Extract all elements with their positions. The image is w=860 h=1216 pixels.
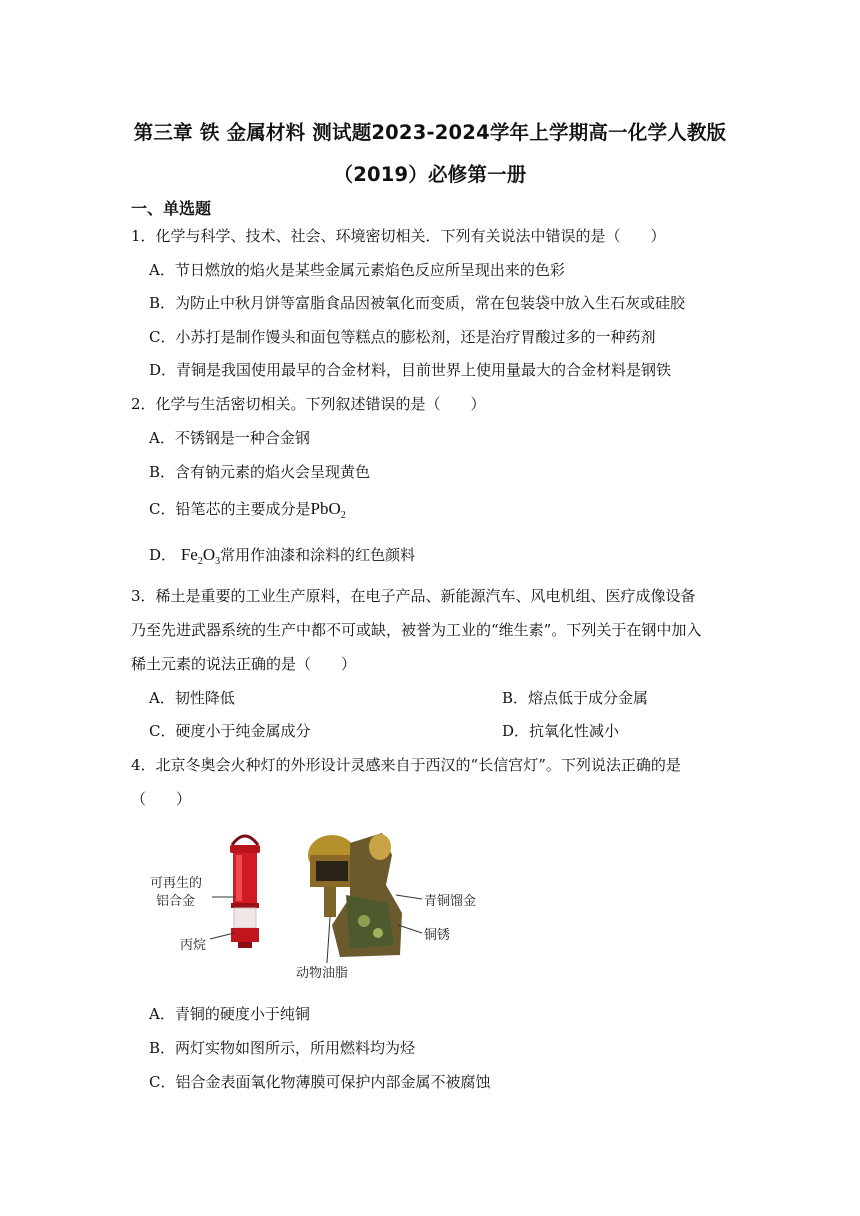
question-1-option-c: C．小苏打是制作馒头和面包等糕点的膨松剂，还是治疗胃酸过多的一种药剂 — [149, 328, 656, 346]
question-2-option-c — [149, 498, 346, 521]
question-2-option-c-text: C．铅笔芯的主要成分是 — [149, 500, 311, 518]
document-title-line1: 第三章 铁 金属材料 测试题2023-2024学年上学期高一化学人教版 — [133, 121, 727, 144]
question-4-option-c: C．铝合金表面氧化物薄膜可保护内部金属不被腐蚀 — [149, 1073, 491, 1091]
question-3-stem-line3: 稀土元素的说法正确的是（ ） — [131, 655, 357, 673]
formula-fe: Fe — [180, 545, 198, 564]
question-1-option-d: D．青铜是我国使用最早的合金材料，目前世界上使用量最大的合金材料是钢铁 — [149, 361, 672, 379]
question-2-option-b: B．含有钠元素的焰火会呈现黄色 — [149, 463, 371, 481]
label-recyclable: 可再生的 — [150, 876, 203, 891]
document-title-line2: （2019）必修第一册 — [333, 163, 527, 186]
formula-subscript: 3 — [215, 556, 221, 567]
question-1-stem: 1．化学与科学、技术、社会、环境密切相关．下列有关说法中错误的是（ ） — [131, 227, 666, 245]
question-4-option-a: A．青铜的硬度小于纯铜 — [149, 1005, 310, 1023]
formula-subscript: 2 — [197, 556, 203, 567]
label-aluminum-alloy: 铝合金 — [156, 894, 196, 909]
question-3-option-b: B．熔点低于成分金属 — [502, 689, 649, 707]
label-gilded-bronze: 青铜馏金 — [424, 894, 477, 909]
leader-line — [396, 895, 422, 899]
question-1-option-a: A．节日燃放的焰火是某些金属元素焰色反应所呈现出来的色彩 — [149, 261, 565, 279]
section-heading: 一、单选题 — [131, 199, 212, 218]
question-4-option-b: B．两灯实物如图所示，所用燃料均为烃 — [149, 1039, 416, 1057]
label-animal-fat: 动物油脂 — [296, 966, 349, 981]
formula-o: O — [202, 545, 216, 564]
question-3-option-d: D．抗氧化性减小 — [502, 722, 620, 740]
leader-line — [398, 925, 422, 933]
chemical-formula-pbo2 — [310, 499, 346, 521]
chemical-formula-fe2o3 — [180, 545, 221, 567]
question-2-option-d-label: D． — [149, 546, 177, 564]
question-2-option-d-text: 常用作油漆和涂料的红色颜料 — [220, 546, 416, 564]
label-propane: 丙烷 — [180, 938, 207, 953]
torch-lamp-image — [230, 836, 260, 948]
lamps-figure — [150, 825, 490, 985]
question-3-option-c: C．硬度小于纯金属成分 — [149, 722, 311, 740]
question-4-stem-line1: 4．北京冬奥会火种灯的外形设计灵感来自于西汉的“长信宫灯”。下列说法正确的是 — [131, 756, 681, 774]
formula-pbo: PbO — [310, 499, 341, 518]
formula-subscript: 2 — [340, 510, 346, 521]
question-3-option-a: A．韧性降低 — [149, 689, 235, 707]
question-4-stem-line2: （ ） — [131, 790, 192, 808]
label-copper-rust: 铜锈 — [424, 928, 451, 943]
changxin-palace-lamp-image — [308, 833, 402, 957]
question-2-option-a: A．不锈钢是一种合金钢 — [149, 429, 310, 447]
question-3-stem-line2: 乃至先进武器系统的生产中都不可或缺，被誉为工业的“维生素”。下列关于在钢中加入 — [131, 621, 702, 639]
question-1-option-b: B．为防止中秋月饼等富脂食品因被氧化而变质，常在包装袋中放入生石灰或硅胶 — [149, 294, 686, 312]
leader-line — [210, 933, 234, 939]
question-2-option-d — [149, 544, 415, 567]
question-3-stem-line1: 3．稀土是重要的工业生产原料，在电子产品、新能源汽车、风电机组、医疗成像设备 — [131, 587, 696, 605]
question-2-stem: 2．化学与生活密切相关。下列叙述错误的是（ ） — [131, 395, 486, 413]
leader-line — [327, 917, 330, 963]
